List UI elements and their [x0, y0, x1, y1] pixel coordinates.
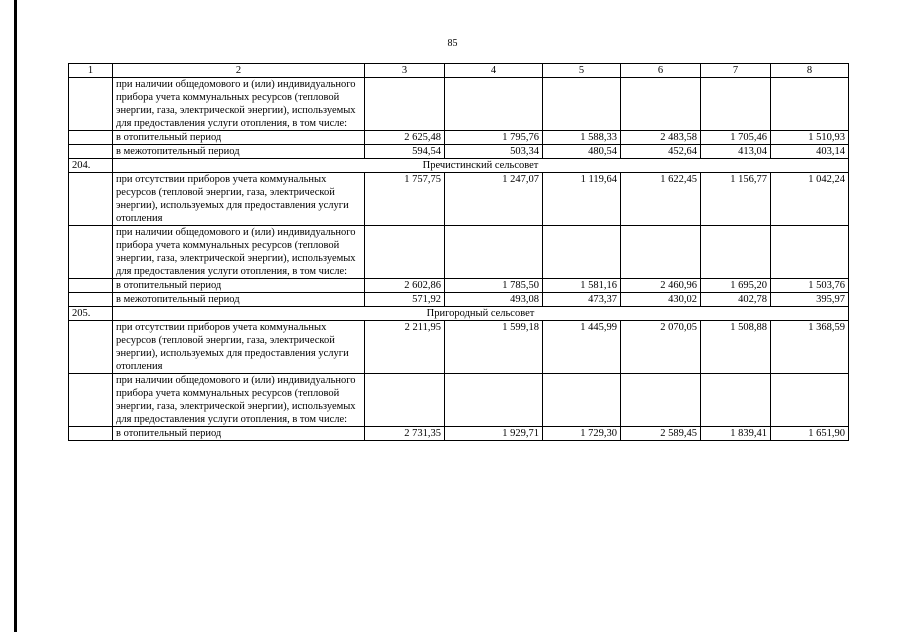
value-cell: 2 460,96	[621, 279, 701, 293]
row-label: в отопительный период	[113, 279, 365, 293]
section-name: Пречистинский сельсовет	[113, 159, 849, 173]
value-cell: 2 602,86	[365, 279, 445, 293]
value-cell: 594,54	[365, 145, 445, 159]
table-row	[69, 427, 849, 441]
table-row	[69, 173, 849, 226]
value-cell: 503,34	[445, 145, 543, 159]
value-cell: 2 070,05	[621, 321, 701, 374]
row-label: в межотопительный период	[113, 293, 365, 307]
value-cell: 2 625,48	[365, 131, 445, 145]
value-cell: 1 795,76	[445, 131, 543, 145]
table-row	[69, 145, 849, 159]
value-cell: 1 729,30	[543, 427, 621, 441]
header-cell: 6	[621, 64, 701, 78]
table-row	[69, 321, 849, 374]
row-label: при отсутствии приборов учета коммунальных ресурсов (тепловой энергии, газа, электрической энергии), используемых для предоставления услуги отопления	[113, 321, 365, 374]
value-cell: 1 247,07	[445, 173, 543, 226]
value-cell: 1 785,50	[445, 279, 543, 293]
row-label: при отсутствии приборов учета коммунальных ресурсов (тепловой энергии, газа, электрической энергии), используемых для предоставления услуги отопления	[113, 173, 365, 226]
value-cell: 1 156,77	[701, 173, 771, 226]
table-row	[69, 226, 849, 279]
value-cell: 1 510,93	[771, 131, 849, 145]
value-cell: 571,92	[365, 293, 445, 307]
value-cell: 1 757,75	[365, 173, 445, 226]
value-cell: 1 445,99	[543, 321, 621, 374]
value-cell: 1 705,46	[701, 131, 771, 145]
value-cell: 1 503,76	[771, 279, 849, 293]
value-cell: 493,08	[445, 293, 543, 307]
row-label: при наличии общедомового и (или) индивидуального прибора учета коммунальных ресурсов (тепловой энергии, газа, электрической энергии), используемых для предоставления услуги отопления, в том числе:	[113, 78, 365, 131]
value-cell: 402,78	[701, 293, 771, 307]
value-cell: 403,14	[771, 145, 849, 159]
value-cell: 473,37	[543, 293, 621, 307]
table-row	[69, 131, 849, 145]
row-label: при наличии общедомового и (или) индивидуального прибора учета коммунальных ресурсов (тепловой энергии, газа, электрической энергии), используемых для предоставления услуги отопления, в том числе:	[113, 374, 365, 427]
value-cell: 1 119,64	[543, 173, 621, 226]
tariff-table	[68, 63, 849, 441]
value-cell: 1 622,45	[621, 173, 701, 226]
row-label: при наличии общедомового и (или) индивидуального прибора учета коммунальных ресурсов (тепловой энергии, газа, электрической энергии), используемых для предоставления услуги отопления, в том числе:	[113, 226, 365, 279]
row-label: в отопительный период	[113, 131, 365, 145]
header-cell: 7	[701, 64, 771, 78]
value-cell: 1 929,71	[445, 427, 543, 441]
value-cell: 2 211,95	[365, 321, 445, 374]
value-cell: 2 483,58	[621, 131, 701, 145]
header-cell: 5	[543, 64, 621, 78]
section-number: 205.	[69, 307, 113, 321]
value-cell: 430,02	[621, 293, 701, 307]
header-cell: 4	[445, 64, 543, 78]
row-label: в межотопительный период	[113, 145, 365, 159]
table-row	[69, 374, 849, 427]
table-row	[69, 78, 849, 131]
value-cell: 1 599,18	[445, 321, 543, 374]
value-cell: 1 695,20	[701, 279, 771, 293]
header-cell: 1	[69, 64, 113, 78]
section-header-row	[69, 307, 849, 321]
value-cell: 1 588,33	[543, 131, 621, 145]
section-number: 204.	[69, 159, 113, 173]
table-row	[69, 293, 849, 307]
header-row	[69, 64, 849, 78]
value-cell: 413,04	[701, 145, 771, 159]
section-header-row	[69, 159, 849, 173]
value-cell: 1 042,24	[771, 173, 849, 226]
value-cell: 1 368,59	[771, 321, 849, 374]
value-cell: 452,64	[621, 145, 701, 159]
row-label: в отопительный период	[113, 427, 365, 441]
value-cell: 2 589,45	[621, 427, 701, 441]
value-cell: 1 581,16	[543, 279, 621, 293]
value-cell: 480,54	[543, 145, 621, 159]
value-cell: 2 731,35	[365, 427, 445, 441]
header-cell: 8	[771, 64, 849, 78]
value-cell: 395,97	[771, 293, 849, 307]
value-cell: 1 839,41	[701, 427, 771, 441]
scan-edge-bar	[14, 0, 17, 632]
value-cell: 1 508,88	[701, 321, 771, 374]
section-name: Пригородный сельсовет	[113, 307, 849, 321]
header-cell: 2	[113, 64, 365, 78]
table-row	[69, 279, 849, 293]
header-cell: 3	[365, 64, 445, 78]
value-cell: 1 651,90	[771, 427, 849, 441]
page-number: 85	[447, 38, 458, 49]
